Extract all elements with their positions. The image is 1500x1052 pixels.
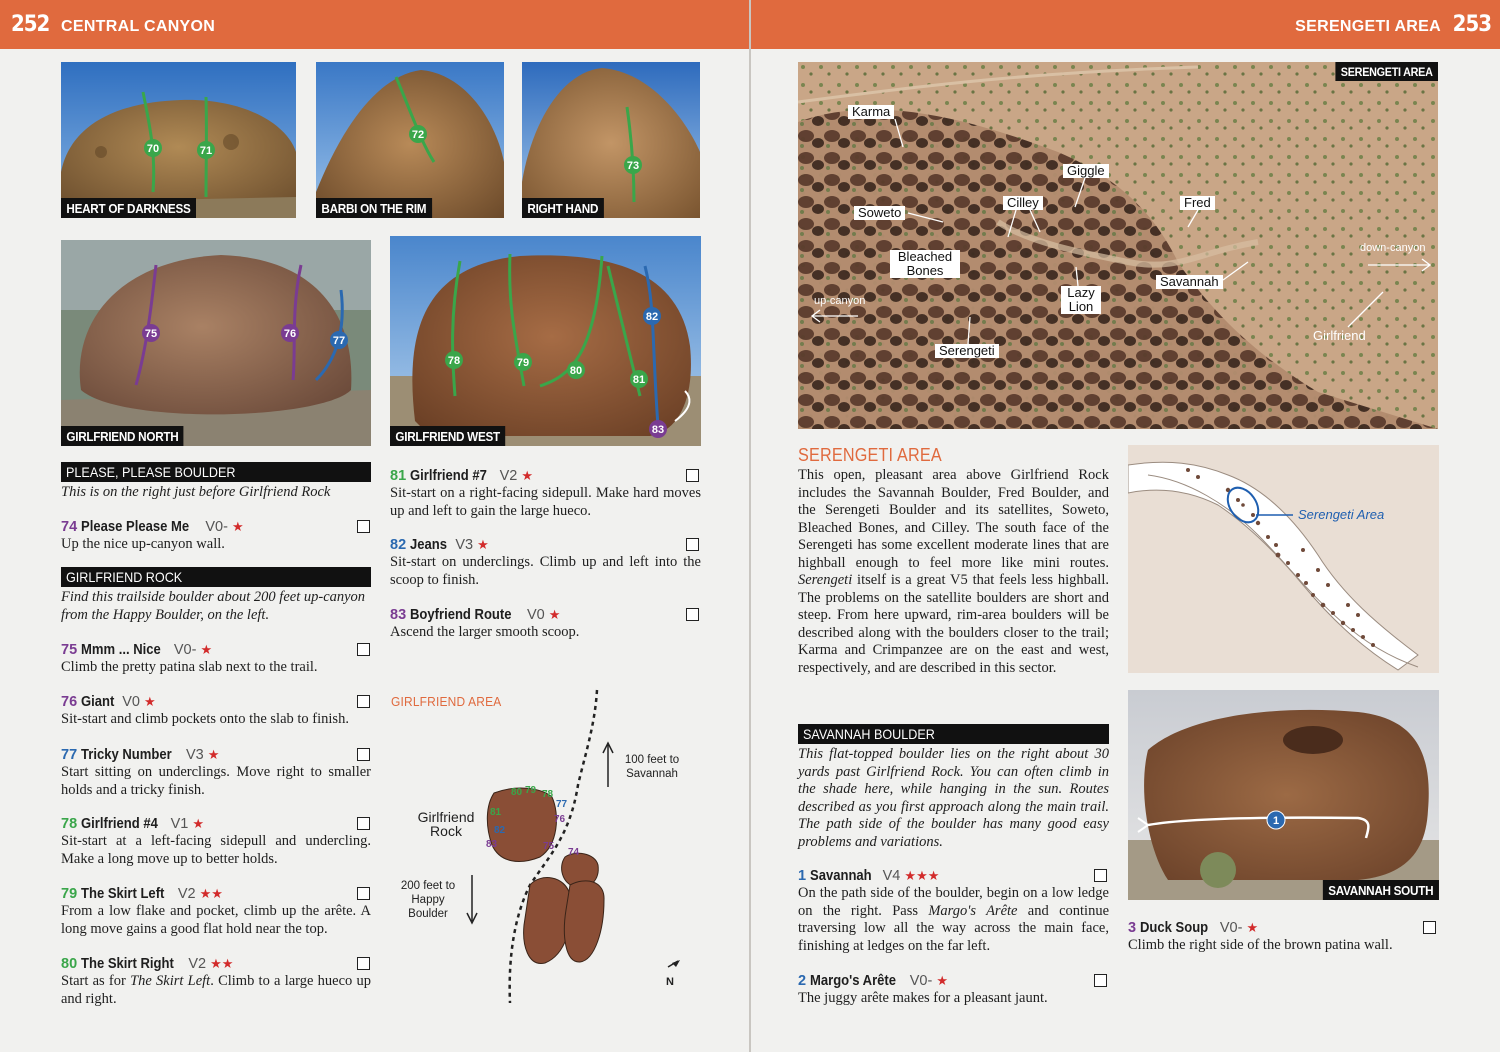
photo-savannah-south (1128, 690, 1439, 900)
aerial-photo-serengeti (798, 62, 1438, 429)
problem-description: From a low flake and pocket, climb up the arête. A long move gains a good flat hold near the top. (61, 903, 371, 937)
aerial-tag: SERENGETI AREA (1335, 62, 1438, 81)
problem-82: 82 Jeans V3 ★ Sit-start on underclings. Climb up and left into the scoop to finish. (390, 537, 701, 588)
line-number-81: 81 (632, 374, 646, 386)
problem-78: 78 Girlfriend #4 V1 ★ Sit-start at a left-facing sidepull and undercling. Make a long move up to better holds. (61, 816, 371, 867)
tick-checkbox[interactable] (1423, 921, 1436, 934)
problem-74 (61, 517, 371, 554)
problem-grade: V0- (205, 519, 228, 535)
problem-description: Sit-start at a left-facing sidepull and undercling. Make a long move up to better holds. (61, 833, 371, 867)
tick-checkbox[interactable] (357, 957, 370, 970)
please-boulder-header: PLEASE, PLEASE BOULDER (61, 462, 371, 482)
problem-75: 75 Mmm ... Nice V0- ★ Climb the pretty patina slab next to the trail. (61, 640, 371, 677)
map-number-81: 81 (490, 807, 502, 818)
star-rating: ★ (231, 519, 244, 534)
photo-caption-right-hand: RIGHT HAND (522, 198, 604, 218)
serengeti-heading: SERENGETI AREA (798, 445, 942, 465)
line-number-70: 70 (146, 143, 160, 155)
savannah-boulder-intro: This flat-topped boulder lies on the right about 30 yards past Girlfriend Rock. You can often climb in the shade here, while hanging in the sun. Routes described as you first approach along the main trail. The path side of the boulder has many good easy problems and variations. (798, 746, 1109, 850)
line-number-77: 77 (332, 335, 346, 347)
right-section-title: SERENGETI AREA (1295, 18, 1441, 35)
label-cilley: Cilley (1003, 196, 1043, 210)
right-header-bar (751, 0, 1500, 49)
map-number-82: 82 (494, 825, 506, 836)
label-giggle: Giggle (1063, 164, 1109, 178)
tick-checkbox[interactable] (357, 520, 370, 533)
problem-number: 74 (61, 519, 78, 535)
line-number-82: 82 (645, 311, 659, 323)
map-number-80: 80 (511, 787, 523, 798)
photo-heart-of-darkness (61, 62, 296, 218)
left-section-title: CENTRAL CANYON (61, 18, 216, 35)
tick-checkbox[interactable] (357, 695, 370, 708)
tick-checkbox[interactable] (1094, 974, 1107, 987)
problem-81: 81 Girlfriend #7 V2 ★ Sit-start on a right-facing sidepull. Make hard moves up and left to gain the large hueco. (390, 468, 701, 519)
problem-80: 80 The Skirt Right V2 ★★ Start as for The Skirt Left. Climb to a large hueco up and right. (61, 956, 372, 1007)
problem-description: The juggy arête makes for a pleasant jaunt. (798, 990, 1048, 1006)
map-number-76: 76 (554, 814, 566, 825)
map-label-to-happy-boulder: 200 feet to Happy Boulder (400, 880, 456, 920)
map-number-78: 78 (542, 789, 554, 800)
problem-name: Please Please Me (81, 519, 190, 535)
problem-description: Start as for The Skirt Left. Climb to a large hueco up and right. (61, 973, 372, 1007)
map-number-74: 74 (568, 847, 580, 858)
left-page-number: 252 (11, 12, 50, 37)
line-number-75: 75 (144, 328, 158, 340)
line-number-71: 71 (199, 145, 213, 157)
north-arrow-label: N (666, 976, 674, 988)
please-boulder-intro: This is on the right just before Girlfriend Rock (61, 484, 331, 500)
photo-caption-heart: HEART OF DARKNESS (61, 198, 196, 218)
photo-girlfriend-north (61, 240, 371, 446)
problem-description: Sit-start and climb pockets onto the slab to finish. (61, 711, 349, 727)
serengeti-description: This open, pleasant area above Girlfriend Rock includes the Savannah Boulder, Fred Boulder, and the Serengeti Boulder and its satellites, Soweto, Bleached Bones, and Cilley. The south face of the Serengeti has some excellent moderate lines that are highball enough to feel more like mini routes. Serengeti itself is a great V5 that feels less highball. The problems on the satellite boulders are short and steep. From here upward, rim-area boulders will be described along with the boulders closer to the trail; Karma and Crimpanzee are on the east and west, respectively, and are described in this sector. (798, 467, 1109, 676)
problem-description: Climb the right side of the brown patina wall. (1128, 937, 1393, 953)
right-page (751, 0, 1500, 1052)
problem-description: Start sitting on underclings. Move right to smaller holds and a tricky finish. (61, 764, 371, 798)
problem-76: 76 Giant V0 ★ Sit-start and climb pockets onto the slab to finish. (61, 692, 371, 729)
girlfriend-rock-header: GIRLFRIEND ROCK (61, 567, 371, 587)
map-number-75: 75 (543, 841, 555, 852)
tick-checkbox[interactable] (357, 887, 370, 900)
photo-girlfriend-west (390, 236, 701, 446)
label-serengeti: Serengeti (935, 344, 999, 358)
problem-79: 79 The Skirt Left V2 ★★ From a low flake and pocket, climb up the arête. A long move gains a good flat hold near the top. (61, 886, 371, 937)
girlfriend-rock-intro: Find this trailside boulder about 200 feet up-canyon from the Happy Boulder, on the left. (61, 589, 366, 623)
photo-caption-girlfriend-west: GIRLFRIEND WEST (390, 426, 505, 446)
label-girlfriend: Girlfriend (1313, 328, 1366, 343)
locator-map (1128, 445, 1439, 673)
line-number-79: 79 (516, 357, 530, 369)
tick-checkbox[interactable] (1094, 869, 1107, 882)
problem-77: 77 Tricky Number V3 ★ Start sitting on underclings. Move right to smaller holds and a tricky finish. (61, 747, 371, 798)
tick-checkbox[interactable] (686, 469, 699, 482)
tick-checkbox[interactable] (357, 817, 370, 830)
label-bleached-bones: Bleached Bones (890, 250, 960, 278)
tick-checkbox[interactable] (686, 608, 699, 621)
photo-caption-barbi: BARBI ON THE RIM (316, 198, 432, 218)
photo-right-hand (522, 62, 700, 218)
problem-description: Sit-start on a right-facing sidepull. Make hard moves up and left to gain the large hueco. (390, 485, 701, 519)
line-number-76: 76 (283, 328, 297, 340)
line-number-78: 78 (447, 355, 461, 367)
label-karma: Karma (848, 105, 894, 119)
line-number-72: 72 (411, 129, 425, 141)
aerial-leader-lines (798, 62, 1438, 429)
map-label-girlfriend-rock: Girlfriend Rock (417, 809, 475, 839)
map-label-to-savannah: 100 feet to Savannah (624, 754, 680, 780)
tick-checkbox[interactable] (357, 748, 370, 761)
label-soweto: Soweto (854, 206, 905, 220)
problem-description: Climb the pretty patina slab next to the trail. (61, 659, 318, 675)
map-number-83: 83 (486, 839, 498, 850)
problem-description: Ascend the larger smooth scoop. (390, 624, 580, 640)
label-down-canyon: down-canyon (1360, 242, 1426, 254)
problem-2-margos-arete: 2 Margo's Arête V0- ★ The juggy arête makes for a pleasant jaunt. (798, 971, 1109, 1008)
label-savannah: Savannah (1156, 275, 1223, 289)
tick-checkbox[interactable] (357, 643, 370, 656)
problem-3-duck-soup: 3 Duck Soup V0- ★ Climb the right side of the brown patina wall. (1128, 918, 1439, 955)
savannah-boulder-header: SAVANNAH BOULDER (798, 724, 1109, 744)
locator-label: Serengeti Area (1298, 507, 1385, 522)
line-number-80: 80 (569, 365, 583, 377)
tick-checkbox[interactable] (686, 538, 699, 551)
problem-description: Up the nice up-canyon wall. (61, 536, 225, 552)
map-number-77: 77 (556, 799, 568, 810)
girlfriend-area-map-title: GIRLFRIEND AREA (391, 694, 502, 709)
right-page-number: 253 (1452, 12, 1491, 37)
line-number-73: 73 (626, 160, 640, 172)
girlfriend-area-map (390, 685, 710, 1010)
problem-description: Sit-start on underclings. Climb up and left into the scoop to finish. (390, 554, 701, 588)
label-up-canyon: up-canyon (814, 295, 866, 307)
problem-1-savannah: 1 Savannah V4 ★★★ On the path side of the boulder, begin on a low ledge on the right. Pass Margo's Arête and continue traversing low all the way across the main face, finishing at ledges on the far left. (798, 868, 1110, 954)
left-header-bar (0, 0, 749, 49)
label-lazy-lion: Lazy Lion (1061, 286, 1101, 314)
photo-caption-girlfriend-north: GIRLFRIEND NORTH (61, 426, 184, 446)
savannah-line-number-1: 1 (1272, 815, 1280, 827)
photo-caption-savannah-south: SAVANNAH SOUTH (1323, 880, 1439, 900)
problem-83: 83 Boyfriend Route V0 ★ Ascend the larger smooth scoop. (390, 605, 701, 642)
problem-description: On the path side of the boulder, begin on a low ledge on the right. Pass Margo's Arête and continue traversing low all the way across the main face, finishing at ledges on the far left. (798, 885, 1110, 954)
map-number-79: 79 (525, 785, 537, 796)
photo-barbi-on-the-rim (316, 62, 504, 218)
line-number-83: 83 (651, 424, 665, 436)
label-fred: Fred (1180, 196, 1215, 210)
